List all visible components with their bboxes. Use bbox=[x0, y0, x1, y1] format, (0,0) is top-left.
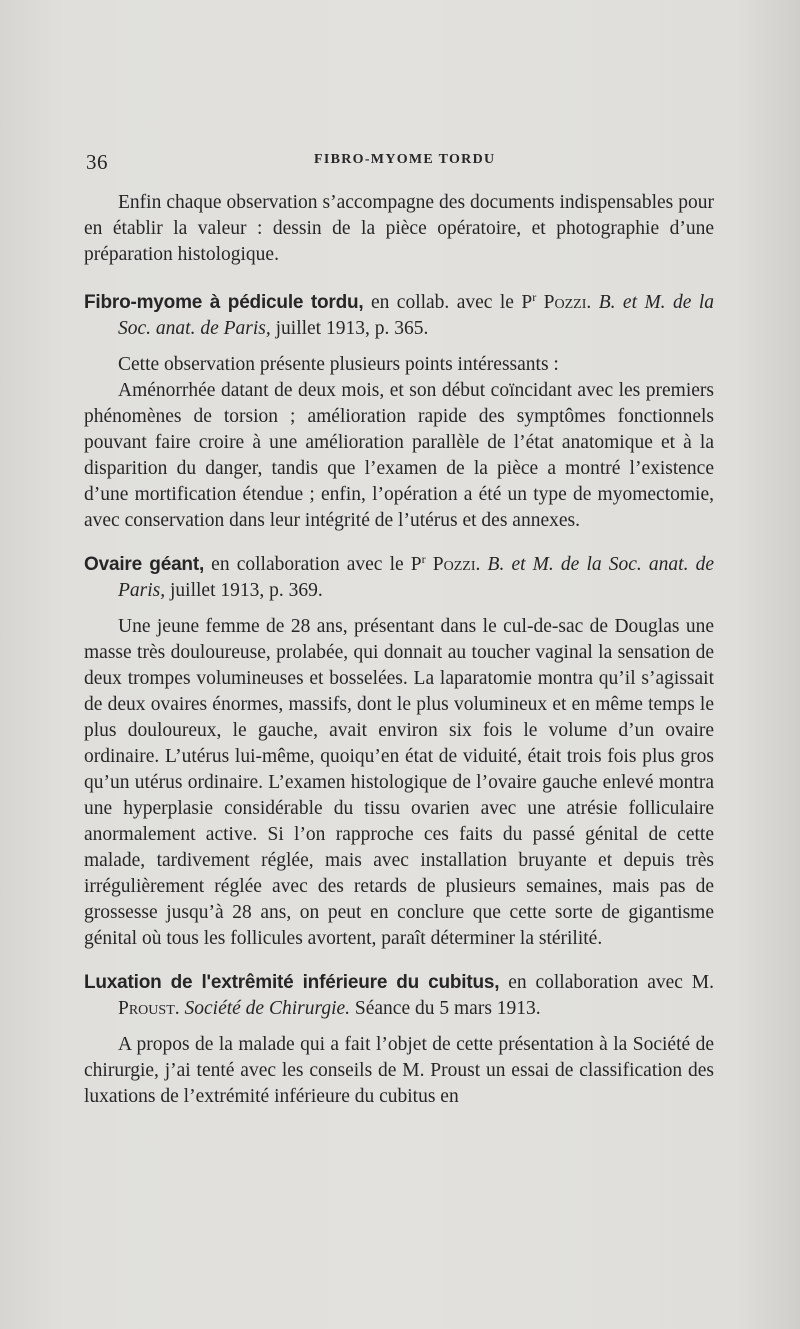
entry-ovaire-geant bbox=[84, 552, 714, 604]
running-title: FIBRO-MYOME TORDU bbox=[314, 152, 496, 167]
entry-collab: en collaboration avec le P bbox=[204, 554, 422, 575]
entry1-paragraph-2: Aménorrhée datant de deux mois, et son début coïncidant avec les premiers phénomènes de torsion ; amélioration rapide des symptômes fonctionnels pouvant faire croire à une amélioration parallèle de l’état anatomique et à la disparition du danger, tandis que l’examen de la pièce a montré l’existence d’une mortification étendue ; enfin, l’opération a été un type de myomectomie, avec conservation dans leur intégrité de l’utérus et des annexes. bbox=[84, 380, 714, 531]
entry-fibro-myome bbox=[84, 290, 714, 342]
entry1-paragraph-1: Cette observation présente plusieurs points intéressants : bbox=[118, 354, 559, 375]
entry2-paragraph-1: Une jeune femme de 28 ans, présentant dans le cul-de-sac de Douglas une masse très douloureuse, prolabée, qui donnait au toucher vaginal la sensation de deux trompes volumineuses et bosselées. La laparatomie montra qu’il s’agissait de deux ovaires énormes, massifs, dont le plus volumineux et en même temps le plus douloureux, le gauche, avait environ six fois le volume d’un ovaire ordinaire. L’utérus lui-même, quoiqu’en état de viduité, était trois fois plus gros qu’un utérus ordinaire. L’examen histologique de l’ovaire gauche enlevé montra une hyperplasie considérable du tissu ovarien avec une atrésie folliculaire anormalement active. Si l’on rapproche ces faits du passé génital de cette malade, tardivement réglée, mais avec installation bruyante et depuis très irrégulièrement réglée avec des retards de plusieurs semaines, mais pas de grossesse jusqu’à 28 ans, on peut en conclure que cette sorte de gigantisme génital où tous les follicules avortent, paraît déterminer la stérilité. bbox=[84, 616, 714, 949]
entry-date: juillet 1913, p. 369. bbox=[165, 580, 323, 601]
entry-collab: en collab. avec le P bbox=[363, 292, 533, 313]
entry-author: Proust bbox=[118, 998, 175, 1019]
entry-luxation bbox=[84, 970, 714, 1022]
body-text bbox=[84, 190, 714, 1110]
entry-title: Fibro-myome à pédicule tordu, bbox=[84, 292, 364, 313]
entry3-paragraph-1: A propos de la malade qui a fait l’objet de cette présentation à la Société de chirurgie, j’ai tenté avec les conseils de M. Proust un essai de classification des luxations de l’extrémité inférieure du cubitus en bbox=[84, 1034, 714, 1107]
entry-author-end: . bbox=[475, 554, 488, 575]
entry-author: Pozzi bbox=[432, 554, 476, 575]
intro-paragraph: Enfin chaque observation s’accompagne des documents indispensables pour en établir la valeur : dessin de la pièce opératoire, et photographie d’une préparation histologique. bbox=[84, 192, 714, 265]
entry-date: Séance du 5 mars 1913. bbox=[350, 998, 541, 1019]
entry-collab-sup: r bbox=[421, 552, 426, 566]
entry-journal: Société de Chirurgie. bbox=[184, 998, 351, 1019]
entry-title: Ovaire géant, bbox=[84, 554, 205, 575]
page-header bbox=[0, 150, 800, 174]
entry-author-end: . bbox=[586, 292, 592, 313]
entry-date: juillet 1913, p. 365. bbox=[270, 318, 429, 339]
entry-author-end: . bbox=[174, 998, 185, 1019]
entry-collab-sup: r bbox=[532, 290, 537, 304]
page-number: 36 bbox=[86, 150, 108, 174]
entry-author: Pozzi bbox=[543, 292, 587, 313]
entry-title: Luxation de l'extrêmité inférieure du cubitus, bbox=[84, 972, 500, 993]
entry-journal: B. et M. de la Soc. anat. de Paris, bbox=[118, 554, 715, 601]
entry-journal: B. et M. de la Soc. anat. de Paris, bbox=[118, 292, 714, 339]
entry-collab: en collaboration avec M. bbox=[499, 972, 714, 993]
